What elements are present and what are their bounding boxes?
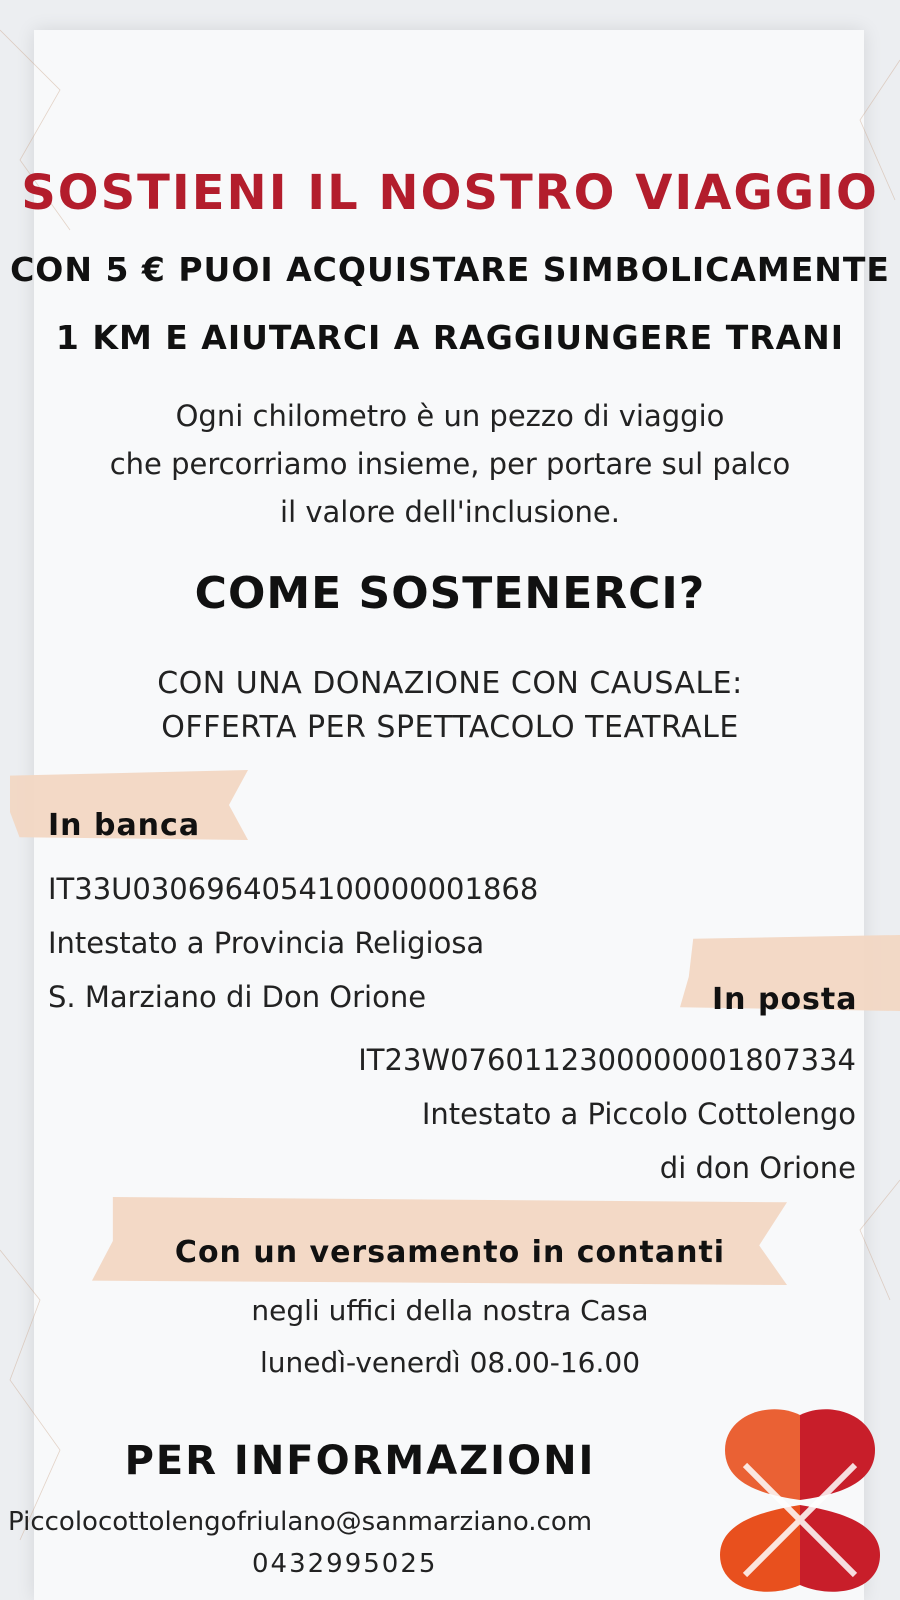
intro-paragraph: [0, 392, 900, 536]
cash-line-2: lunedì-venerdì 08.00-16.00: [259, 1346, 641, 1379]
contact-phone[interactable]: 0432995025: [252, 1549, 438, 1579]
page-title: SOSTIENI IL NOSTRO VIAGGIO: [21, 165, 879, 221]
cash-details: [0, 1285, 900, 1389]
bank-iban: IT33U0306964054100000001868: [48, 872, 539, 906]
cash-label: Con un versamento in contanti: [174, 1235, 726, 1270]
post-holder-line-2: di don Orione: [659, 1151, 856, 1185]
intro-line-1: Ogni chilometro è un pezzo di viaggio: [175, 399, 725, 433]
causale-line-1: CON UNA DONAZIONE CON CAUSALE:: [157, 666, 743, 701]
cash-line-1: negli uffici della nostra Casa: [251, 1294, 649, 1327]
intro-line-2: che percorriamo insieme, per portare sul palco: [109, 447, 791, 481]
post-label: In posta: [712, 982, 858, 1017]
bank-details: [48, 862, 538, 1024]
bank-holder-line-2: S. Marziano di Don Orione: [48, 980, 427, 1014]
post-holder-line-1: Intestato a Piccolo Cottolengo: [421, 1097, 856, 1131]
subtitle-line-1: CON 5 € PUOI ACQUISTARE SIMBOLICAMENTE: [10, 250, 890, 289]
post-details: [358, 1033, 856, 1195]
heart-clover-logo-icon: [700, 1405, 900, 1600]
bank-holder-line-1: Intestato a Provincia Religiosa: [48, 926, 485, 960]
info-heading: PER INFORMAZIONI: [124, 1438, 596, 1484]
contact-email[interactable]: Piccolocottolengofriulano@sanmarziano.com: [8, 1507, 593, 1537]
donation-causale: [0, 662, 900, 750]
post-iban: IT23W0760112300000001807334: [358, 1043, 856, 1077]
causale-line-2: OFFERTA PER SPETTACOLO TEATRALE: [161, 710, 739, 745]
intro-line-3: il valore dell'inclusione.: [280, 495, 620, 529]
subtitle-line-2: 1 KM E AIUTARCI A RAGGIUNGERE TRANI: [55, 318, 845, 357]
bank-label: In banca: [48, 808, 201, 843]
how-to-support-heading: COME SOSTENERCI?: [194, 568, 706, 619]
